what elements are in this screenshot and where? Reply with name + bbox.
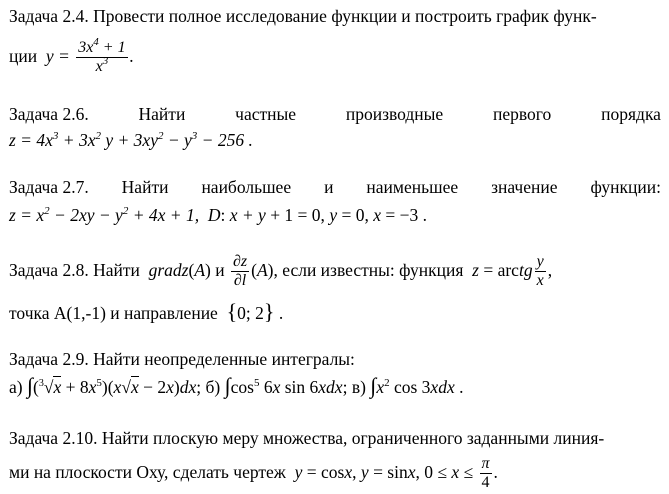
task-2-7-word: и [324, 177, 334, 197]
task-2-6-word: Найти [138, 104, 186, 124]
task-2-6-word: частные [235, 104, 297, 124]
task-2-10-text: Найти плоскую меру множества, ограниченного заданными линия- [101, 428, 605, 448]
task-2-4-text-2: ции [9, 46, 38, 66]
task-2-8-grad: gradz [144, 260, 189, 280]
task-2-7-label: Задача 2.7. [9, 177, 89, 197]
task-2-8-derivative: $\frac{\partial z}{\partial l}$ [232, 253, 248, 290]
task-2-6-word: производные [345, 104, 444, 124]
task-2-4-text: Провести полное исследование функции и построить график функ- [93, 6, 597, 26]
task-2-7-word: функции: [590, 177, 661, 197]
task-2-8-direction: {0; 2} . [226, 299, 284, 324]
task-2-6-word: первого [493, 104, 552, 124]
task-2-9-label: Задача 2.9. [9, 349, 89, 369]
task-2-10-formula: y [290, 462, 303, 482]
task-2-9-integrals [9, 373, 464, 398]
task-2-7-word: наибольшее [201, 177, 292, 197]
task-2-4-formula: y = $\frac{3x^4 + 1}{x^3}$ . [41, 36, 134, 76]
task-2-10-text-2: ми на плоскости Оху, сделать чертеж [9, 462, 286, 482]
task-2-6-label: Задача 2.6. [9, 104, 89, 124]
task-2-10-label: Задача 2.10. [9, 428, 98, 448]
task-2-9-integral-a: $\int(^3√x + 8x^5)(x√x - 2x)dx$ [26, 373, 197, 398]
task-2-6-formula: $z = 4x^3 + 3x^2$ $y + 3xy^2 - y^3 - 256$ . [9, 130, 253, 150]
task-2-8-function: z [467, 260, 479, 280]
task-2-9-c-label: ; в) [342, 377, 366, 397]
task-2-7-word: значение [491, 177, 558, 197]
task-2-7-formula: $z = x^2 - 2xy - y^2 + 4x + 1$, D: x + y + 1 = 0, y = 0, x = −3 . [9, 205, 427, 225]
task-2-6-word: порядка [601, 104, 661, 124]
task-2-8-label: Задача 2.8. [9, 260, 89, 280]
task-2-8-text-and: и [215, 260, 225, 280]
task-2-9-text: Найти неопределенные интегралы: [93, 349, 355, 369]
task-2-8-text-point: точка А(1,-1) и направление [9, 303, 218, 323]
task-2-9-b-label: ; б) [196, 377, 221, 397]
task-2-9-integral-b: $\int\cos^5$ 6x sin 6xdx [224, 373, 343, 398]
task-2-6-line-1 [9, 104, 661, 124]
task-2-9-a-label: а) [9, 377, 23, 397]
task-2-9-integral-c: $\int x^2$ cos 3xdx . [370, 373, 464, 398]
task-2-7-word: Найти [121, 177, 169, 197]
task-2-7-word: наименьшее [366, 177, 459, 197]
task-2-7-line-1 [9, 177, 661, 197]
task-2-8-text-find: Найти [93, 260, 140, 280]
task-2-8-text-given: , если известны: функция [273, 260, 464, 280]
task-2-4-label: Задача 2.4. [9, 6, 89, 26]
